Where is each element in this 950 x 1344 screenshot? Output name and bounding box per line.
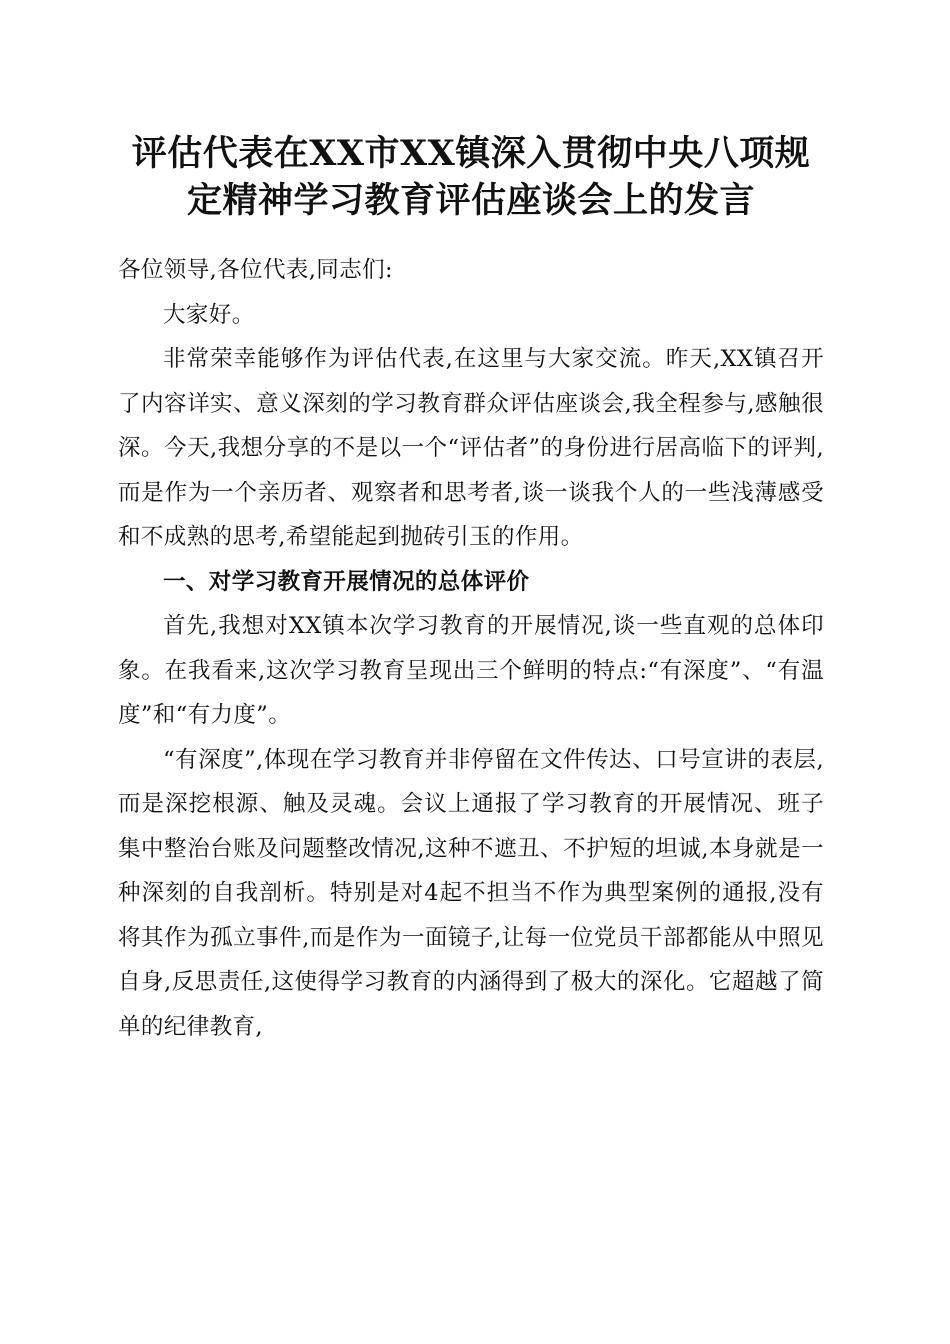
intro-paragraph: 非常荣幸能够作为评估代表,在这里与大家交流。昨天,XX镇召开了内容详实、意义深刻的学习教育群众评估座谈会,我全程参与,感触很深。今天,我想分享的不是以一个“评估者”的身份进行居高临下的评判,而是作为一个亲历者、观察者和思考者,谈一谈我个人的一些浅薄感受和不成熟的思考,希望能起到抛砖引玉的作用。	[118, 346, 824, 550]
salutation: 各位领导,各位代表,同志们:	[118, 257, 393, 283]
title-line-1: 评估代表在XX市XX镇深入贯彻中央八项规	[131, 133, 811, 174]
document-page	[118, 130, 824, 1049]
document-body	[118, 248, 824, 1049]
greeting: 大家好。	[163, 301, 255, 328]
section-1-paragraph-2: “有深度”,体现在学习教育并非停留在文件传达、口号宣讲的表层,而是深挖根源、触及灵魂。会议上通报了学习教育的开展情况、班子集中整治台账及问题整改情况,这种不遮丑、不护短的坦诚,本身就是一种深刻的自我剖析。特别是对4起不担当不作为典型案例的通报,没有将其作为孤立事件,而是作为一面镜子,让每一位党员干部都能从中照见自身,反思责任,这使得学习教育的内涵得到了极大的深化。它超越了简单的纪律教育,	[118, 746, 824, 1040]
title-line-2: 定精神学习教育评估座谈会上的发言	[186, 180, 755, 221]
document-title	[118, 130, 824, 224]
section-1-paragraph-1: 首先,我想对XX镇本次学习教育的开展情况,谈一些直观的总体印象。在我看来,这次学习教育呈现出三个鲜明的特点:“有深度”、“有温度”和“有力度”。	[118, 613, 824, 728]
section-1-heading: 一、对学习教育开展情况的总体评价	[163, 568, 530, 595]
